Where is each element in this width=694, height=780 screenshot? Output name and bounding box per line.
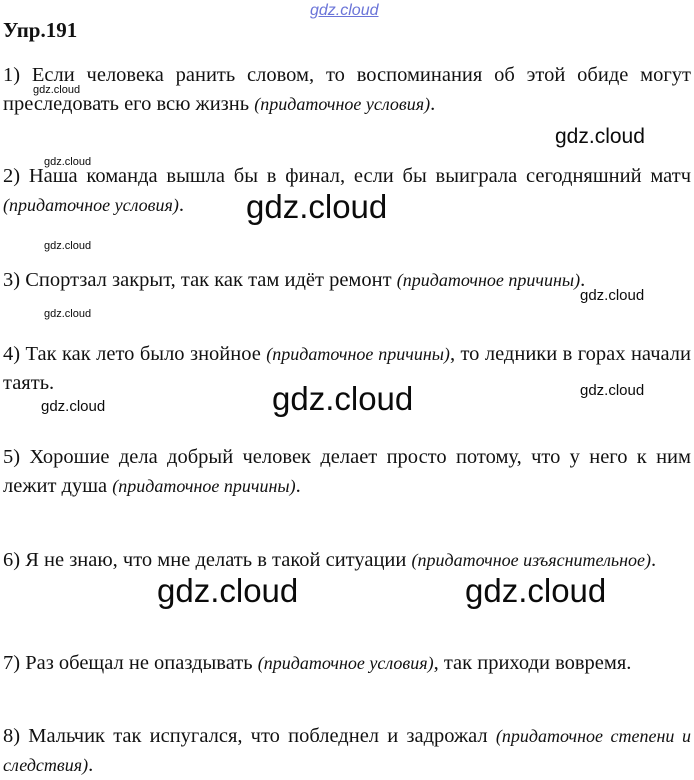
- sentence-text: Наша команда вышла бы в финал, если бы выиграла сегодняшний матч: [20, 165, 691, 187]
- sentence-ending: .: [178, 194, 184, 216]
- sentence-ending: .: [88, 754, 94, 776]
- watermark: gdz.cloud: [44, 156, 92, 168]
- sentence-number: 5): [3, 446, 21, 468]
- sentence-text: Так как лето было знойное: [20, 343, 267, 365]
- watermark: gdz.cloud: [272, 380, 414, 417]
- watermark: gdz.cloud: [580, 382, 645, 399]
- sentence-number: 2): [3, 165, 21, 187]
- watermark: gdz.cloud: [555, 125, 645, 148]
- clause-type-note: (придаточное условия): [257, 653, 434, 673]
- sentence-8: [3, 722, 691, 780]
- watermark: gdz.cloud: [465, 572, 607, 609]
- sentence-number: 3): [3, 269, 21, 291]
- sentence-7: [3, 649, 691, 678]
- sentence-number: 6): [3, 549, 21, 571]
- sentence-6: [3, 546, 691, 575]
- clause-type-note: (придаточное условия): [3, 195, 179, 215]
- watermark: gdz.cloud: [44, 308, 92, 320]
- watermark: gdz.cloud: [41, 398, 106, 415]
- clause-type-note: (придаточное изъяснительное): [411, 550, 652, 570]
- sentence-ending: .: [651, 549, 657, 571]
- clause-type-note: (придаточное степени и следствия): [3, 726, 691, 775]
- sentence-ending: .: [430, 93, 436, 115]
- sentence-5: [3, 443, 691, 501]
- sentence-text: Спортзал закрыт, так как там идёт ремонт: [20, 269, 397, 291]
- sentence-number: 7): [3, 652, 21, 674]
- sentence-number: 8): [3, 725, 21, 747]
- watermark: gdz.cloud: [33, 84, 81, 96]
- sentence-number: 1): [3, 64, 21, 86]
- sentence-text: Мальчик так испугался, что побледнел и задрожал: [20, 725, 496, 747]
- sentence-ending: , то ледники в горах начали таять.: [3, 343, 692, 394]
- watermark: gdz.cloud: [157, 572, 299, 609]
- sentence-ending: .: [295, 475, 301, 497]
- sentence-1: [3, 61, 691, 119]
- sentence-text: Если человека ранить словом, то воспоминания об этой обиде могут преследовать его всю жизнь: [3, 64, 691, 115]
- clause-type-note: (придаточное причины): [266, 344, 450, 364]
- watermark: gdz.cloud: [580, 287, 645, 304]
- clause-type-note: (придаточное условия): [254, 94, 431, 114]
- sentence-text: Раз обещал не опаздывать: [20, 652, 258, 674]
- exercise-title: Упр.191: [3, 18, 78, 42]
- clause-type-note: (придаточное причины): [112, 476, 296, 496]
- sentence-ending: , так приходи вовремя.: [433, 652, 632, 674]
- watermark: gdz.cloud: [246, 188, 388, 225]
- sentence-text: Хорошие дела добрый человек делает просто потому, что у него к ним лежит душа: [3, 446, 691, 497]
- sentence-number: 4): [3, 343, 21, 365]
- watermark: gdz.cloud: [44, 240, 92, 252]
- sentence-text: Я не знаю, что мне делать в такой ситуации: [20, 549, 412, 571]
- sentence-ending: .: [580, 269, 586, 291]
- clause-type-note: (придаточное причины): [396, 270, 581, 290]
- top-watermark: gdz.cloud: [310, 2, 379, 19]
